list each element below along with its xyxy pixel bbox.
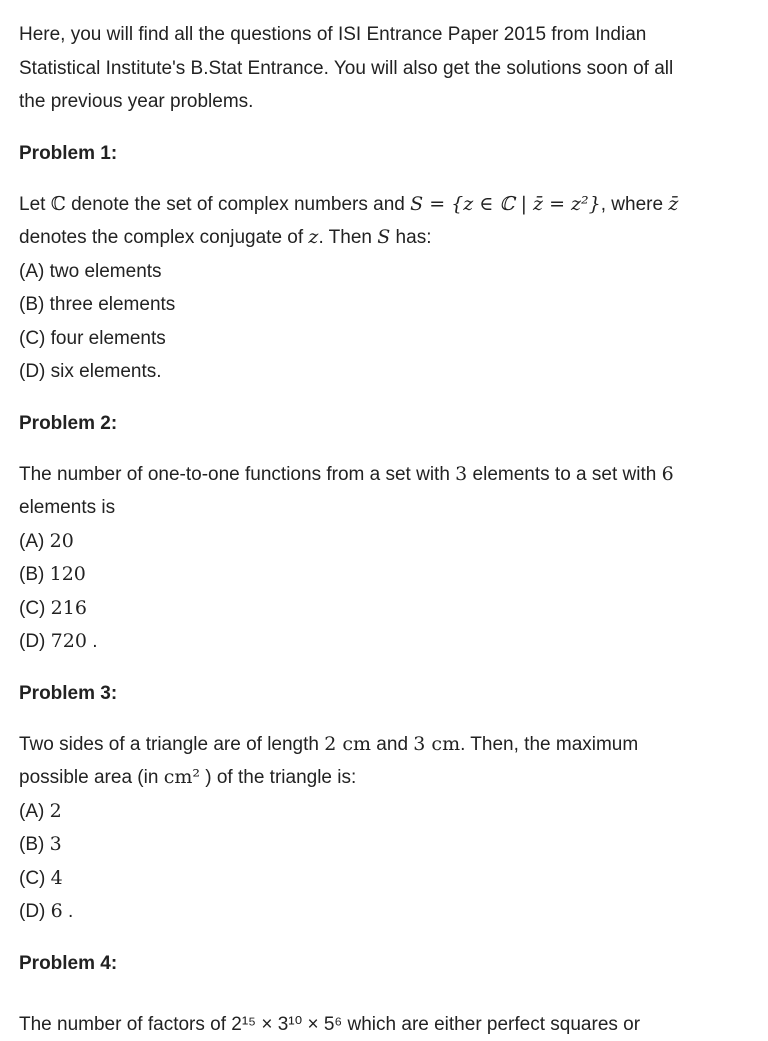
problem-2-option-c <box>19 592 749 626</box>
problem-4-heading: Problem 4: <box>19 952 118 974</box>
intro-line-1: Here, you will find all the questions of ISI Entrance Paper 2015 from Indian <box>19 24 647 45</box>
problem-4-statement-cutoff: The number of factors of 2¹⁵ × 3¹⁰ × 5⁶ which are either perfect squares or <box>19 1014 641 1035</box>
s-math: S <box>377 226 391 248</box>
option-label: (D) <box>19 901 51 922</box>
option-value: 20 <box>49 529 74 552</box>
problem-2-option-d <box>19 625 749 659</box>
option-label: (B) <box>19 834 50 855</box>
problem-3-text: Two sides of a triangle are of length <box>19 733 325 755</box>
option-suffix: . <box>62 901 74 922</box>
problem-2-text: elements is <box>19 497 116 518</box>
problem-2-statement <box>19 458 749 525</box>
unit-math: cm² <box>163 766 200 788</box>
problem-1-text: Let <box>19 193 51 215</box>
problem-3-option-d <box>19 895 749 929</box>
article-body <box>19 18 749 980</box>
intro-line-2: Statistical Institute's B.Stat Entrance. You will also get the solutions soon of all <box>19 57 674 79</box>
zbar-math: z̄ <box>668 192 679 215</box>
problem-1-option-d: (D) six elements. <box>19 361 162 382</box>
set-definition-math: S = {z ∈ ℂ | z̄ = z²} <box>410 192 601 215</box>
problem-3-statement <box>19 728 749 795</box>
option-label: (B) <box>19 564 50 585</box>
problem-1-text: . Then <box>318 227 378 248</box>
z-math: z <box>308 226 319 248</box>
problem-2-heading: Problem 2: <box>19 412 118 434</box>
problem-3-text: . Then, the maximum <box>460 733 639 755</box>
option-label: (C) <box>19 597 51 619</box>
problem-3-option-b <box>19 828 749 862</box>
option-value: 720 <box>50 630 87 652</box>
option-label: (A) <box>19 530 50 552</box>
problem-3-text: ) of the triangle is: <box>199 767 357 788</box>
complex-symbol: ℂ <box>50 192 66 215</box>
number-math: 6 <box>661 462 674 485</box>
problem-1-option-a: (A) two elements <box>19 260 162 282</box>
option-value: 120 <box>49 563 86 585</box>
intro-line-3: the previous year problems. <box>19 91 254 112</box>
option-value: 3 <box>49 833 62 855</box>
problem-2-option-b <box>19 558 749 592</box>
problem-2-text: elements to a set with <box>467 463 662 485</box>
problem-1-option-b: (B) three elements <box>19 294 176 315</box>
option-value: 4 <box>50 866 63 889</box>
option-label: (C) <box>19 867 51 889</box>
problem-3-option-c <box>19 862 749 896</box>
problem-1-option-c: (C) four elements <box>19 327 166 349</box>
problem-2-text: The number of one-to-one functions from a set with <box>19 463 456 485</box>
problem-3-heading: Problem 3: <box>19 682 118 704</box>
option-suffix: . <box>86 631 98 652</box>
length-math: 2 cm <box>324 732 372 755</box>
option-value: 216 <box>50 596 87 619</box>
problem-3-option-a <box>19 795 749 829</box>
option-value: 6 <box>50 900 63 922</box>
problem-1-text: , where <box>600 193 669 215</box>
problem-1-text: denotes the complex conjugate of <box>19 227 309 248</box>
number-math: 3 <box>455 462 468 485</box>
option-value: 2 <box>49 799 62 822</box>
problem-1-heading: Problem 1: <box>19 142 118 164</box>
problem-2-option-a <box>19 525 749 559</box>
length-math: 3 cm <box>413 732 461 755</box>
intro-paragraph <box>19 18 749 119</box>
problem-1-text: has: <box>390 227 432 248</box>
option-label: (D) <box>19 631 51 652</box>
problem-1-statement <box>19 188 749 255</box>
problem-1-text: denote the set of complex numbers and <box>65 193 411 215</box>
option-label: (A) <box>19 800 50 822</box>
problem-3-text: and <box>371 733 414 755</box>
problem-3-text: possible area (in <box>19 767 164 788</box>
